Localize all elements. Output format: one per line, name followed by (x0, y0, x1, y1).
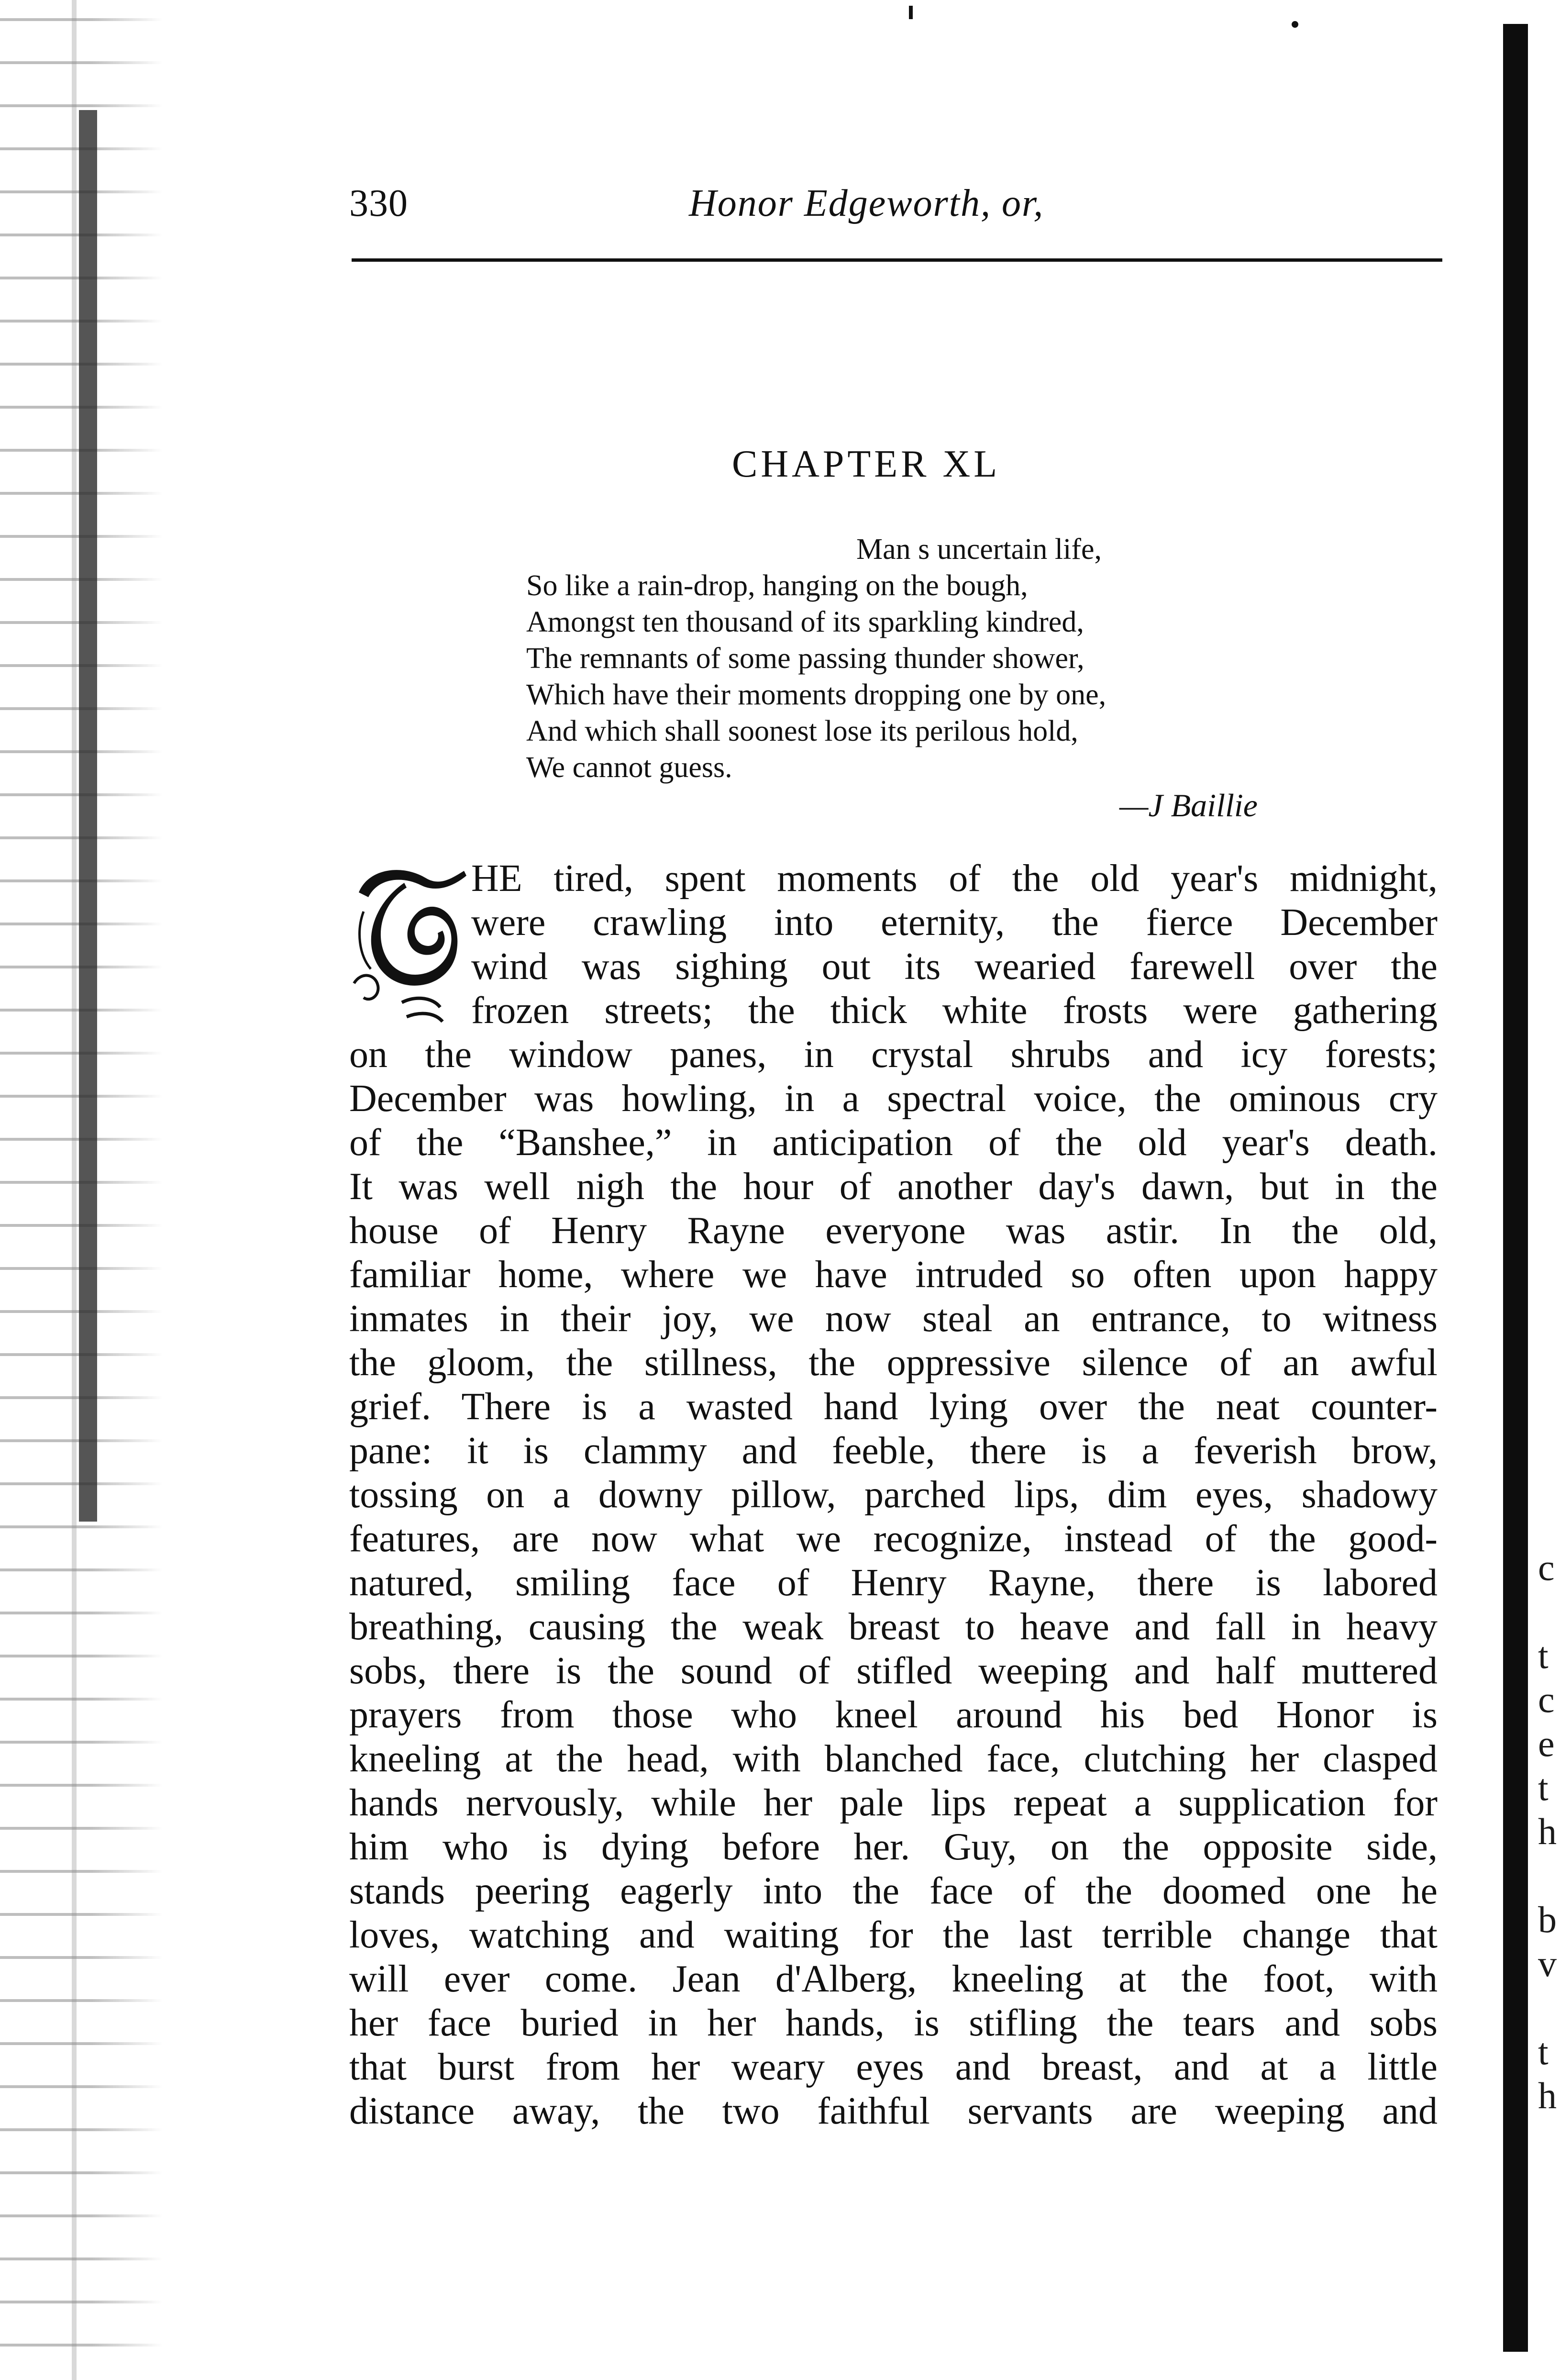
fragment-letter: c (1538, 1679, 1555, 1720)
fragment-letter: t (1538, 2031, 1549, 2072)
body-line: on the window panes, in crystal shrubs and icy forests; (349, 1034, 1438, 1076)
epigraph-line: Which have their moments dropping one by one, (526, 678, 1106, 711)
stray-ink-mark (909, 6, 913, 19)
fragment-letter (1538, 1986, 1560, 2030)
fragment-letter (1538, 1590, 1560, 1634)
fragment-letter: h (1538, 2075, 1557, 2116)
body-line: inmates in their joy, we now steal an entrance, to witness (349, 1298, 1438, 1340)
body-line: were crawling into eternity, the fierce December (471, 901, 1438, 944)
binding-spine-shadow (79, 110, 97, 1522)
fragment-letter: b (1538, 1899, 1557, 1940)
epigraph-line: So like a rain-drop, hanging on the bough, (526, 569, 1028, 602)
fragment-letter: t (1538, 1635, 1549, 1676)
body-line: features, are now what we recognize, instead of the good- (349, 1518, 1438, 1560)
body-line: loves, watching and waiting for the last terrible change that (349, 1914, 1438, 1956)
body-line: that burst from her weary eyes and breast, and at a little (349, 2046, 1438, 2088)
body-line: wind was sighing out its wearied farewell over the (471, 945, 1438, 988)
body-line: kneeling at the head, with blanched face, clutching her clasped (349, 1738, 1438, 1780)
body-line: tossing on a downy pillow, parched lips, dim eyes, shadowy (349, 1474, 1438, 1516)
body-line: stands peering eagerly into the face of the doomed one he (349, 1870, 1438, 1912)
running-head: Honor Edgeworth, or, (689, 182, 1044, 224)
fragment-letter: h (1538, 1811, 1557, 1852)
body-line: It was well nigh the hour of another day's dawn, but in the (349, 1166, 1438, 1208)
stray-ink-dot (1292, 21, 1298, 28)
epigraph-line: Man s uncertain life, (856, 533, 1102, 566)
body-line: her face buried in her hands, is stifling the tears and sobs (349, 2002, 1438, 2044)
chapter-heading: CHAPTER XL (732, 443, 1001, 485)
body-line: pane: it is clammy and feeble, there is a feverish brow, (349, 1430, 1438, 1472)
body-line: familiar home, where we have intruded so often upon happy (349, 1254, 1438, 1296)
fragment-letter: c (1538, 1546, 1555, 1588)
epigraph-line: The remnants of some passing thunder shower, (526, 642, 1084, 675)
epigraph-attribution: —J Baillie (1119, 787, 1258, 823)
body-line: him who is dying before her. Guy, on the opposite side, (349, 1826, 1438, 1868)
chapter-body (349, 856, 1438, 2133)
fragment-letter: v (1538, 1943, 1557, 1984)
body-line: of the “Banshee,” in anticipation of the old year's death. (349, 1122, 1438, 1164)
body-line: natured, smiling face of Henry Rayne, there is labored (349, 1562, 1438, 1604)
body-line: prayers from those who kneel around his bed Honor is (349, 1694, 1438, 1736)
body-line: distance away, the two faithful servants are weeping and (349, 2090, 1438, 2132)
body-line: sobs, there is the sound of stifled weeping and half muttered (349, 1650, 1438, 1692)
body-line: grief. There is a wasted hand lying over the neat counter- (349, 1386, 1438, 1428)
body-line: house of Henry Rayne everyone was astir. In the old, (349, 1210, 1438, 1252)
epigraph-line: Amongst ten thousand of its sparkling kindred, (526, 606, 1084, 638)
epigraph-line: And which shall soonest lose its perilous hold, (526, 715, 1078, 747)
fragment-letter: t (1538, 1767, 1549, 1808)
page-header (349, 182, 1440, 234)
body-line: December was howling, in a spectral voice, the ominous cry (349, 1078, 1438, 1120)
page-number: 330 (349, 182, 408, 224)
page-edge-shadow (1503, 24, 1528, 2352)
header-rule (352, 258, 1442, 262)
fragment-letter: e (1538, 1723, 1555, 1764)
body-line: breathing, causing the weak breast to heave and fall in heavy (349, 1606, 1438, 1648)
epigraph (526, 531, 1339, 823)
body-line: frozen streets; the thick white frosts were gathering (471, 990, 1438, 1032)
body-line: hands nervously, while her pale lips repeat a supplication for (349, 1782, 1438, 1824)
fragment-letter (1538, 1854, 1560, 1898)
epigraph-line: We cannot guess. (526, 751, 732, 784)
facing-page-fragment (1538, 1546, 1560, 2118)
body-line: HE tired, spent moments of the old year's midnight, (471, 857, 1438, 900)
body-line: the gloom, the stillness, the oppressive silence of an awful (349, 1342, 1438, 1384)
body-line: will ever come. Jean d'Alberg, kneeling at the foot, with (349, 1958, 1438, 2000)
